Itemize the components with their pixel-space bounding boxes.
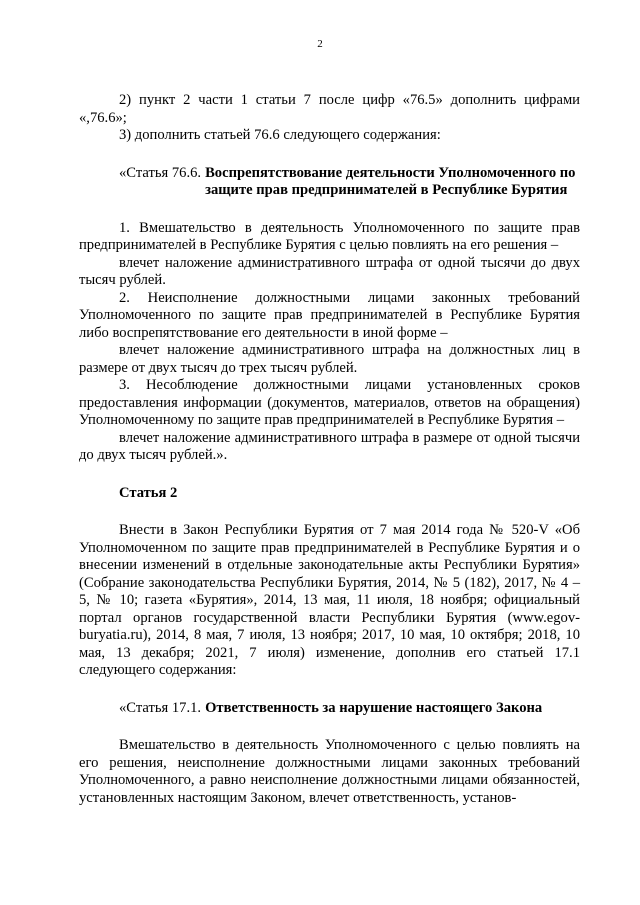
article-76-6-part-1-sanction: влечет наложение административного штрафа от одной тысячи до двух тысяч рублей. (79, 254, 580, 288)
page-number: 2 (317, 38, 323, 50)
article-2-heading: Статья 2 (119, 484, 178, 501)
article-17-1-heading (119, 700, 580, 718)
article-76-6-part-3: 3. Несоблюдение должностными лицами установленных сроков предоставления информации (документов, материалов, ответов на обращения) Уполномоченному по защите прав предпринимателей в Республике Бурятия – (79, 377, 580, 428)
article-76-6-heading (119, 165, 580, 200)
article-17-1-title: Ответственность за нарушение настоящего Закона (205, 699, 543, 716)
article-76-6-part-2: 2. Неисполнение должностными лицами законных требований Уполномоченного по защите прав предпринимателей в Республике Бурятия либо воспрепятствование его деятельности в иной форме – (79, 289, 580, 341)
amendment-item-2: 2) пункт 2 части 1 статьи 7 после цифр «76.5» дополнить цифрами «,76.6»; (79, 92, 580, 126)
article-76-6-part-3-sanction: влечет наложение административного штрафа в размере от одной тысячи до двух тысяч рублей.». (79, 429, 580, 463)
article-76-6-part-1: 1. Вмешательство в деятельность Уполномоченного по защите прав предпринимателей в Республике Бурятия с целью повлиять на его решения – (79, 219, 580, 253)
article-2-body: Внести в Закон Республики Бурятия от 7 мая 2014 года № 520-V «Об Уполномоченном по защите прав предпринимателей в Республике Бурятия и о внесении изменений в отдельные законодательные акты Республики Бурятия» (Собрание законодательства Республики Бурятия, 2014, № 5 (182), 2017, № 4 – 5, № 10; газета «Бурятия», 2014, 13 мая, 11 июля, 18 ноября; официальный портал органов государственной власти Республики Бурятия (www.egov-buryatia.ru), 2014, 8 мая, 7 июля, 13 ноября; 2017, 10 мая, 10 октября; 2018, 10 мая, 13 декабря; 2021, 7 июля) изменение, дополнив его статьей 17.1 следующего содержания: (79, 522, 580, 678)
article-76-6-title: Воспрепятствование деятельности Уполномоченного по защите прав предпринимателей в Республике Бурятия (205, 164, 576, 198)
article-76-6-prefix: «Статья 76.6. (119, 164, 202, 181)
article-76-6-part-2-sanction: влечет наложение административного штрафа на должностных лиц в размере от двух тысяч до трех тысяч рублей. (79, 342, 580, 376)
amendment-item-3: 3) дополнить статьей 76.6 следующего содержания: (119, 127, 441, 143)
article-17-1-body: Вмешательство в деятельность Уполномоченного с целью повлиять на его решения, неисполнение должностными лицами законных требований Уполномоченного, а равно неисполнение должностными лицами обязанностей, установленных настоящим Законом, влечет ответственность, установ- (79, 737, 580, 806)
article-17-1-prefix: «Статья 17.1. (119, 699, 202, 716)
document-body (79, 92, 580, 807)
